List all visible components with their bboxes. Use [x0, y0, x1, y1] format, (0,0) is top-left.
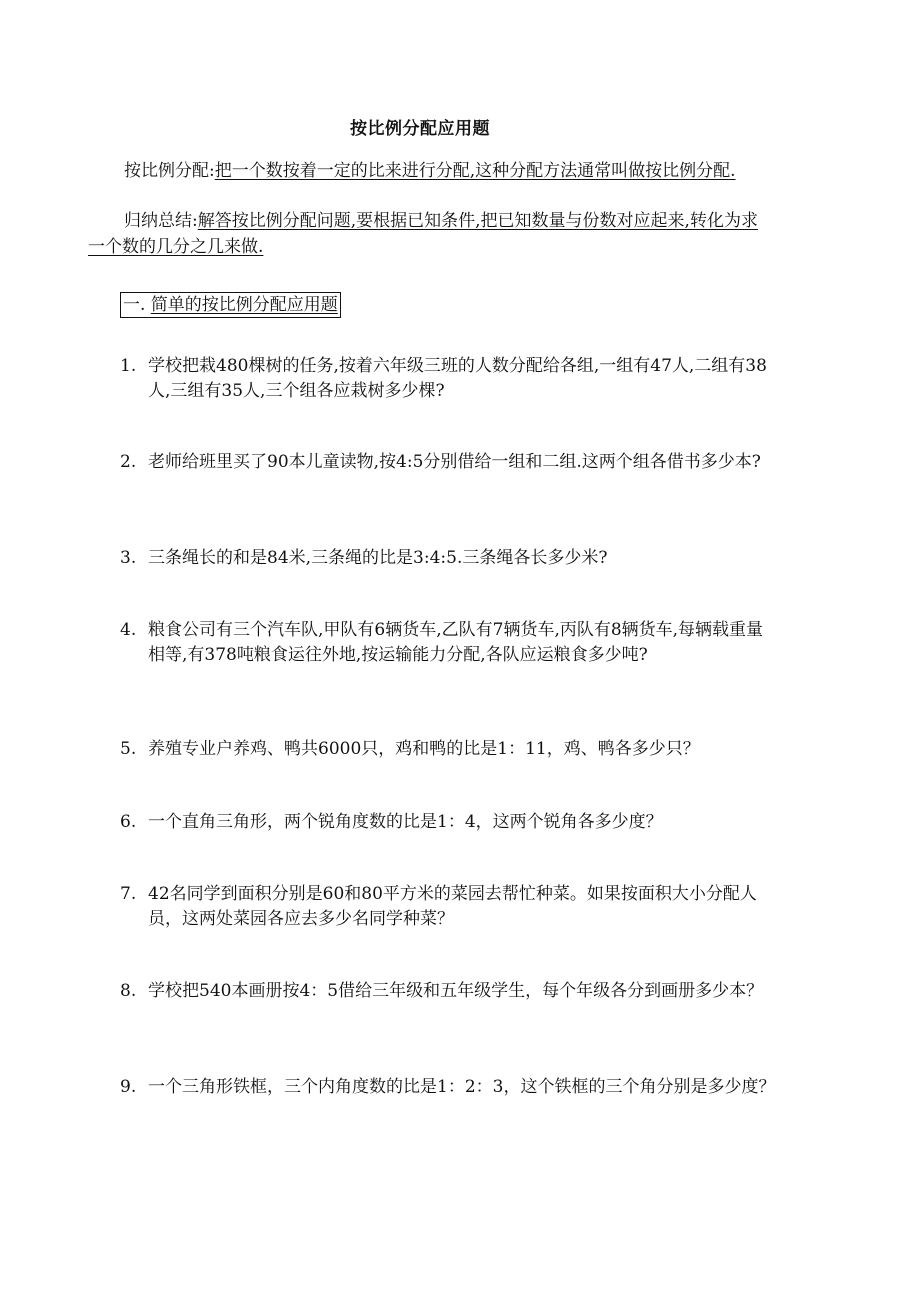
question-number: 7. [120, 884, 137, 904]
question-item [120, 737, 776, 762]
intro-summary-label: 归纳总结: [124, 211, 198, 231]
question-text: 一个直角三角形，两个锐角度数的比是1：4，这两个锐角各多少度？ [148, 812, 663, 832]
page-title: 按比例分配应用题 [350, 119, 490, 139]
intro-definition-text: 把一个数按着一定的比来进行分配,这种分配方法通常叫做按比例分配. [214, 161, 736, 181]
question-text: 养殖专业户养鸡、鸭共6000只，鸡和鸭的比是1：11，鸡、鸭各多少只？ [148, 739, 700, 759]
question-text: 一个三角形铁框，三个内角度数的比是1：2：3，这个铁框的三个角分别是多少度？ [148, 1077, 776, 1097]
question-item [120, 354, 776, 404]
question-item [120, 979, 776, 1004]
question-text: 学校把栽480棵树的任务,按着六年级三班的人数分配给各组,一组有47人,二组有38人,三组有35人,三个组各应栽树多少棵? [148, 356, 767, 401]
question-item [120, 546, 776, 571]
question-text: 学校把540本画册按4：5借给三年级和五年级学生，每个年级各分到画册多少本？ [148, 981, 764, 1001]
question-text: 三条绳长的和是84米,三条绳的比是3:4:5.三条绳各长多少米? [148, 548, 608, 568]
question-item [120, 882, 776, 932]
section-title: 简单的按比例分配应用题 [150, 295, 338, 315]
question-number: 3. [120, 548, 137, 568]
question-number: 1. [120, 356, 137, 376]
intro-summary [88, 208, 772, 260]
question-item [120, 618, 776, 668]
intro-definition [88, 158, 772, 184]
intro-definition-label: 按比例分配: [124, 161, 215, 181]
question-number: 5. [120, 739, 137, 759]
question-number: 2. [120, 452, 137, 472]
question-text: 42名同学到面积分别是60和80平方米的菜园去帮忙种菜。如果按面积大小分配人员，这两处菜园各应去多少名同学种菜？ [148, 884, 757, 929]
question-item [120, 1075, 776, 1100]
question-item [120, 450, 776, 475]
question-text: 老师给班里买了90本儿童读物,按4:5分别借给一组和二组.这两个组各借书多少本? [148, 452, 761, 472]
section-prefix: 一. [123, 295, 146, 315]
question-number: 8. [120, 981, 137, 1001]
section-heading [120, 292, 341, 318]
question-number: 4. [120, 620, 137, 640]
question-number: 9. [120, 1077, 137, 1097]
question-item [120, 810, 776, 835]
question-text: 粮食公司有三个汽车队,甲队有6辆货车,乙队有7辆货车,丙队有8辆货车,每辆载重量相等,有378吨粮食运往外地,按运输能力分配,各队应运粮食多少吨? [148, 620, 764, 665]
question-number: 6. [120, 812, 137, 832]
intro-summary-text: 解答按比例分配问题,要根据已知条件,把已知数量与份数对应起来,转化为求一个数的几分之几来做. [88, 211, 758, 257]
